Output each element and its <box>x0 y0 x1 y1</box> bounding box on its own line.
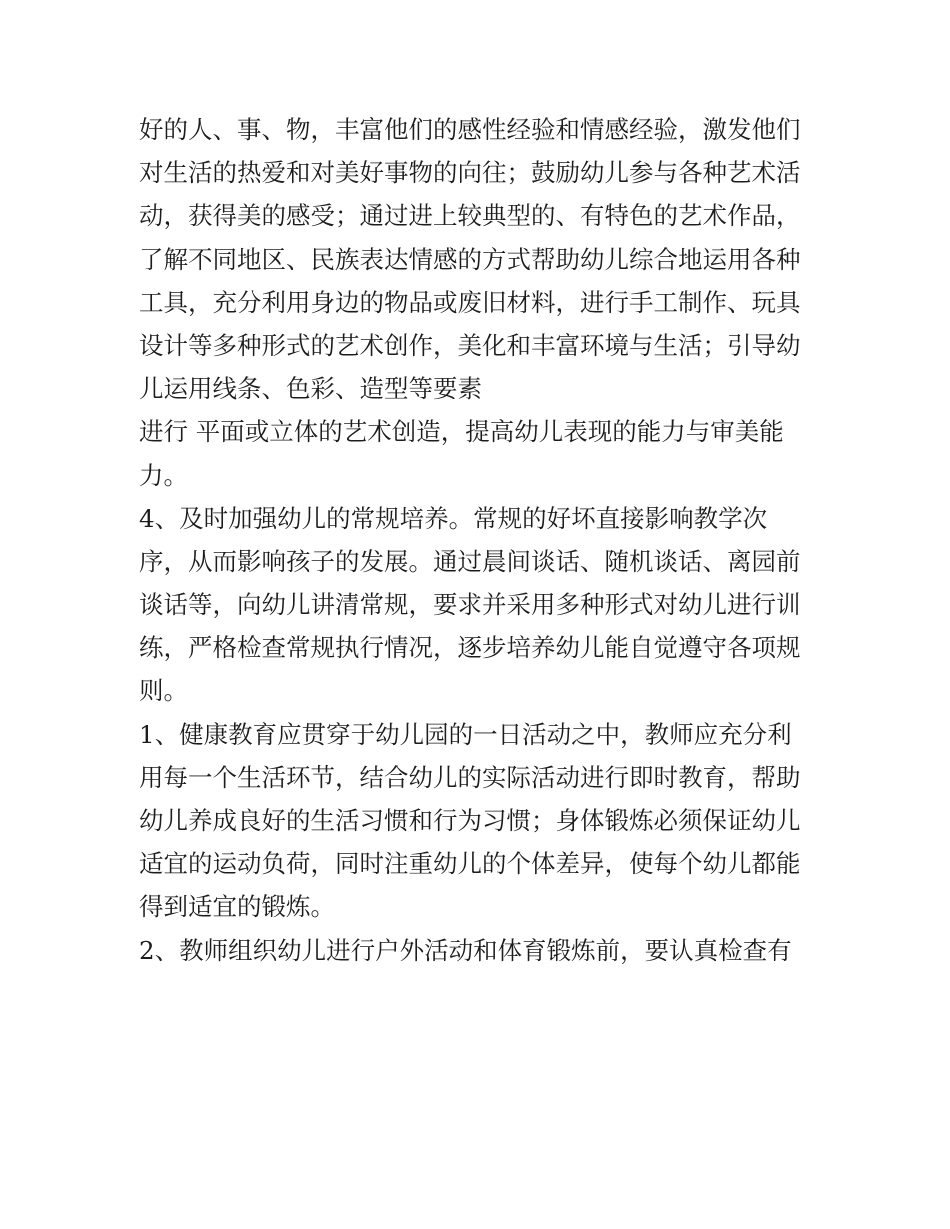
text-line: 好的人、事、物，丰富他们的感性经验和情感经验，激发他们 <box>139 115 801 144</box>
text-line: 练，严格检查常规执行情况，逐步培养幼儿能自觉遵守各项规 <box>139 633 801 663</box>
text-line: 进行 平面或立体的艺术创造，提高幼儿表现的能力与审美能 <box>139 417 784 447</box>
text-line: 谈话等，向幼儿讲清常规，要求并采用多种形式对幼儿进行训 <box>139 590 801 620</box>
text-line: 适宜的运动负荷，同时注重幼儿的个体差异，使每个幼儿都能 <box>139 849 801 879</box>
text-line: 得到适宜的锻炼。 <box>139 892 335 922</box>
text-line: 设计等多种形式的艺术创作，美化和丰富环境与生活；引导幼 <box>139 330 801 360</box>
document-body <box>139 108 819 972</box>
text-line: 则。 <box>139 676 188 706</box>
text-line: 序，从而影响孩子的发展。通过晨间谈话、随机谈话、离园前 <box>139 546 801 576</box>
text-line: 对生活的热爱和对美好事物的向往；鼓励幼儿参与各种艺术活 <box>139 158 801 188</box>
text-line: 了解不同地区、民族表达情感的方式帮助幼儿综合地运用各种 <box>139 244 801 274</box>
text-line: 工具，充分利用身边的物品或废旧材料，进行手工制作、玩具 <box>139 287 801 317</box>
text-line: 动，获得美的感受；通过进上较典型的、有特色的艺术作品， <box>139 201 801 231</box>
text-line: 2、教师组织幼儿进行户外活动和体育锻炼前，要认真检查有 <box>139 935 792 965</box>
text-line: 幼儿养成良好的生活习惯和行为习惯；身体锻炼必须保证幼儿 <box>139 806 801 835</box>
text-line: 儿运用线条、色彩、造型等要素 <box>139 374 482 404</box>
text-line: 1、健康教育应贯穿于幼儿园的一日活动之中，教师应充分利 <box>139 719 792 749</box>
text-line: 力。 <box>139 460 188 490</box>
text-line: 4、及时加强幼儿的常规培养。常规的好坏直接影响教学次 <box>139 503 768 533</box>
text-line: 用每一个生活环节，结合幼儿的实际活动进行即时教育，帮助 <box>139 762 801 792</box>
